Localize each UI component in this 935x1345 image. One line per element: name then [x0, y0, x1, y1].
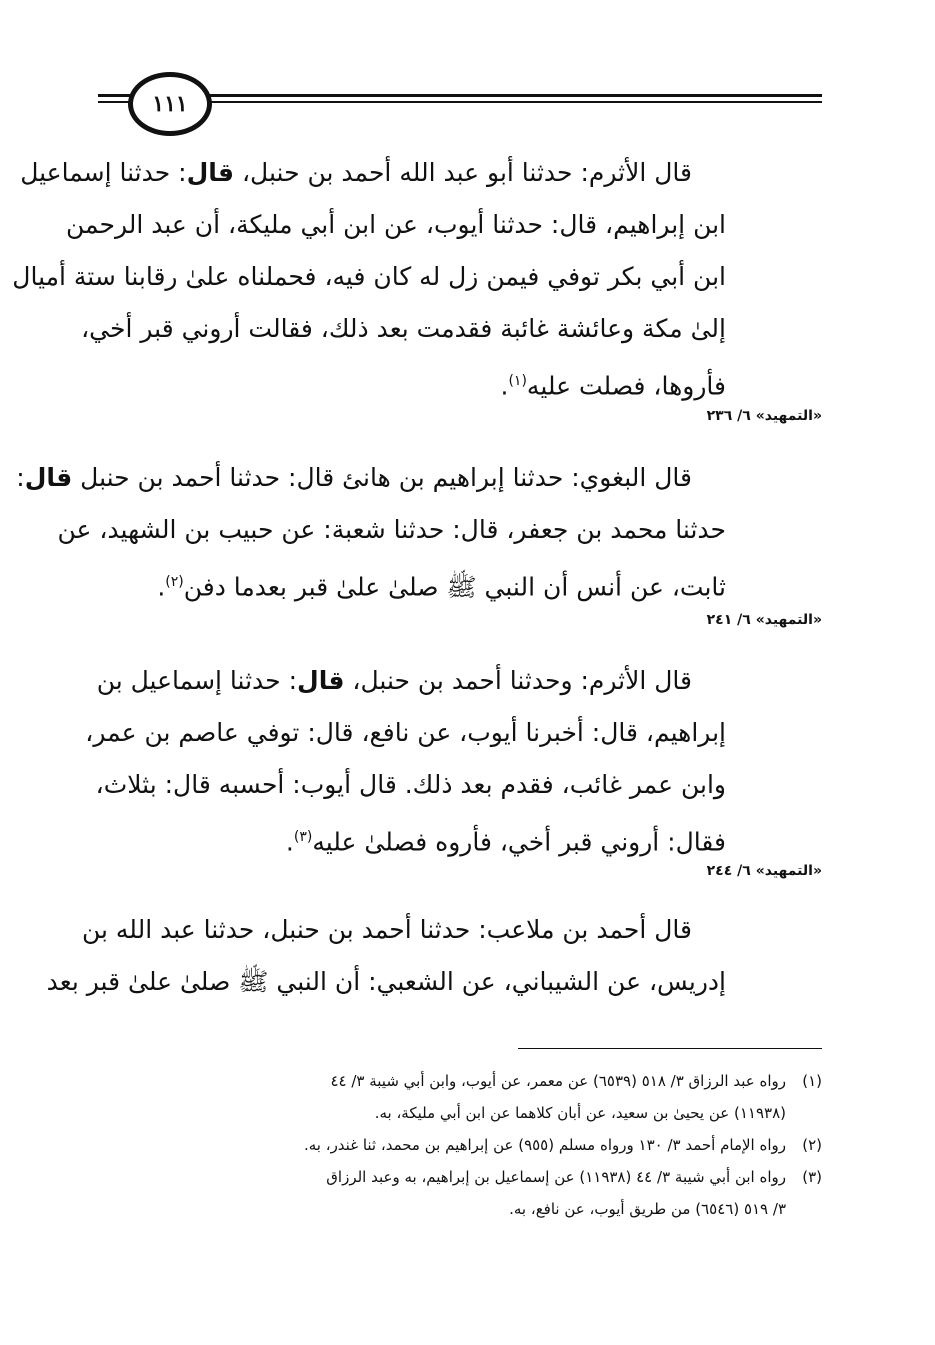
paragraph-line: حدثنا محمد بن جعفر، قال: حدثنا شعبة: عن حبيب بن الشهيد، عن [57, 515, 726, 544]
paragraph-4 [0, 904, 726, 1008]
footnote-text: رواه ابن أبي شيبة ٣/ ٤٤ (١١٩٣٨) عن إسماعيل بن إبراهيم، به وعبد الرزاق ٣/ ٥١٩ (٦٥٤٦) من طريق أيوب، عن نافع، به. [326, 1168, 786, 1218]
footnote-number: (٢) [802, 1136, 822, 1154]
footnote-number: (٣) [802, 1168, 822, 1186]
paragraph-line: إلىٰ مكة وعائشة غائبة فقدمت بعد ذلك، فقالت أروني قبر أخي، [81, 314, 726, 343]
footnote-2 [96, 1129, 822, 1161]
paragraph-line: قال البغوي: حدثنا إبراهيم بن هانئ قال: حدثنا أحمد بن حنبل قال: [16, 463, 692, 492]
paragraph-line: وابن عمر غائب، فقدم بعد ذلك. قال أيوب: أحسبه قال: بثلاث، [95, 770, 726, 799]
footnote-ref[interactable]: (٢) [165, 574, 184, 590]
source-citation: «التمهيد» ٦/ ٢٤٤ [706, 863, 822, 879]
footnote-text: رواه عبد الرزاق ٣/ ٥١٨ (٦٥٣٩) عن معمر، عن أيوب، وابن أبي شيبة ٣/ ٤٤ (١١٩٣٨) عن يحيىٰ بن سعيد، عن أبان كلاهما عن ابن أبي مليكة، به. [330, 1072, 786, 1122]
paragraph-2 [0, 452, 726, 613]
paragraph-line: ابن إبراهيم، قال: حدثنا أيوب، عن ابن أبي مليكة، أن عبد الرحمن [66, 210, 726, 239]
paragraph-line: فقال: أروني قبر أخي، فأروه فصلىٰ عليه$^{(٣)}$. [285, 827, 726, 857]
paragraph-1 [0, 147, 726, 412]
footnote-3 [96, 1161, 822, 1225]
footnote-ref[interactable]: (١) [508, 373, 527, 389]
paragraph-line: ثابت، عن أنس أن النبي ﷺ صلىٰ علىٰ قبر بعدما دفن$^{(٢)}$. [157, 572, 726, 602]
footnote-separator [518, 1048, 822, 1049]
footnotes [96, 1065, 822, 1225]
source-citation: «التمهيد» ٦/ ٢٤١ [706, 612, 822, 628]
footnote-text: رواه الإمام أحمد ٣/ ١٣٠ ورواه مسلم (٩٥٥) عن إبراهيم بن محمد، ثنا غندر، به. [303, 1136, 786, 1154]
source-citation: «التمهيد» ٦/ ٢٣٦ [706, 408, 822, 424]
footnote-ref[interactable]: (٣) [293, 829, 313, 845]
paragraph-line: قال أحمد بن ملاعب: حدثنا أحمد بن حنبل، حدثنا عبد الله بن [81, 915, 692, 944]
paragraph-line: قال الأثرم: حدثنا أبو عبد الله أحمد بن حنبل، قال: حدثنا إسماعيل [20, 158, 692, 187]
paragraph-line: فأروها، فصلت عليه$^{(١)}$. [500, 371, 726, 401]
footnote-number: (١) [802, 1072, 822, 1090]
paragraph-line: إدريس، عن الشيباني، عن الشعبي: أن النبي ﷺ صلىٰ علىٰ قبر بعد [46, 967, 726, 996]
paragraph-line: قال الأثرم: وحدثنا أحمد بن حنبل، قال: حدثنا إسماعيل بن [96, 666, 692, 695]
paragraph-line: ابن أبي بكر توفي فيمن زل له كان فيه، فحملناه علىٰ رقابنا ستة أميال [12, 262, 726, 291]
footnote-1 [96, 1065, 822, 1129]
paragraph-line: إبراهيم، قال: أخبرنا أيوب، عن نافع، قال: توفي عاصم بن عمر، [85, 718, 726, 747]
paragraph-3 [0, 655, 726, 868]
page-number: ١١١ [128, 72, 212, 136]
